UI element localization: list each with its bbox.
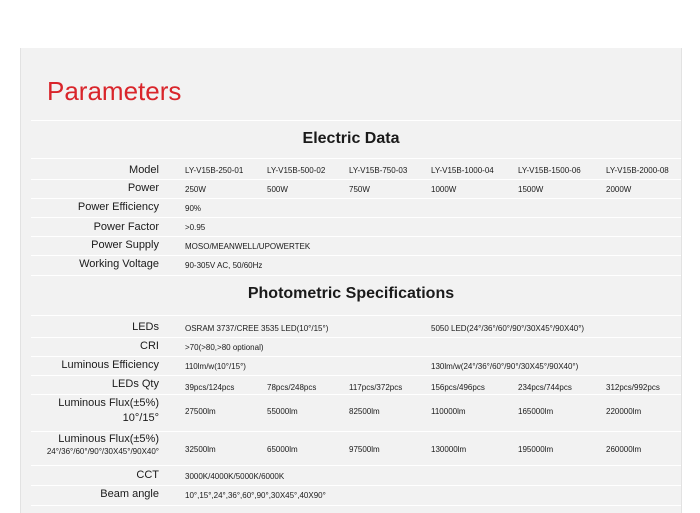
- luminous-flux-wide-label: [21, 433, 159, 456]
- power-factor-label: Power Factor: [93, 221, 159, 233]
- divider: [31, 337, 681, 338]
- model-value: LY-V15B-1000-04: [431, 166, 494, 175]
- luminous-flux-value: 55000lm: [267, 407, 298, 416]
- divider: [31, 356, 681, 357]
- divider: [31, 465, 681, 466]
- luminous-efficiency-label: Luminous Efficiency: [61, 359, 159, 371]
- page-title: Parameters: [47, 76, 182, 106]
- leds-qty-label: LEDs Qty: [111, 378, 159, 390]
- luminous-flux-value: 195000lm: [518, 445, 554, 454]
- luminous-efficiency-narrow: 110lm/w(10°/15°): [185, 362, 246, 371]
- divider: [31, 217, 681, 218]
- divider: [31, 315, 681, 316]
- model-value: LY-V15B-250-01: [185, 166, 244, 175]
- power-value: 500W: [267, 185, 288, 194]
- luminous-flux-value: 82500lm: [349, 407, 380, 416]
- model-value: LY-V15B-1500-06: [518, 166, 581, 175]
- photometric-heading: Photometric Specifications: [247, 285, 455, 302]
- beam-angle-value: 10°,15°,24°,36°,60°,90°,30X45°,40X90°: [185, 491, 326, 500]
- cct-value: 3000K/4000K/5000K/6000K: [185, 472, 285, 481]
- luminous-flux-value: 27500lm: [185, 407, 216, 416]
- parameters-panel: [20, 48, 682, 513]
- leds-value-narrow: OSRAM 3737/CREE 3535 LED(10°/15°): [185, 324, 329, 333]
- leds-qty-value: 312pcs/992pcs: [606, 383, 660, 392]
- model-value: LY-V15B-750-03: [349, 166, 408, 175]
- leds-value-wide: 5050 LED(24°/36°/60°/90°/30X45°/90X40°): [431, 324, 585, 333]
- divider: [31, 505, 681, 506]
- beam-angle-label: Beam angle: [100, 488, 159, 500]
- power-factor-value: >0.95: [185, 223, 206, 232]
- luminous-flux-label-line1: Luminous Flux(±5%): [58, 397, 159, 409]
- model-value: LY-V15B-500-02: [267, 166, 326, 175]
- luminous-flux-label-angles: 24°/36°/60°/90°/30X45°/90X40°: [46, 447, 159, 456]
- luminous-flux-narrow-label: [21, 397, 159, 424]
- cri-label: CRI: [140, 340, 159, 352]
- working-voltage-value: 90-305V AC, 50/60Hz: [185, 261, 263, 270]
- leds-qty-value: 78pcs/248pcs: [267, 383, 317, 392]
- power-value: 1000W: [431, 185, 457, 194]
- power-value: 2000W: [606, 185, 632, 194]
- power-efficiency-label: Power Efficiency: [77, 201, 159, 213]
- power-efficiency-value: 90%: [185, 204, 202, 213]
- luminous-flux-value: 97500lm: [349, 445, 380, 454]
- luminous-flux-label-angles: 10°/15°: [122, 412, 159, 424]
- divider: [31, 394, 681, 395]
- divider: [31, 179, 681, 180]
- divider: [31, 198, 681, 199]
- luminous-efficiency-wide: 130lm/w(24°/36°/60°/90°/30X45°/90X40°): [431, 362, 579, 371]
- leds-qty-value: 156pcs/496pcs: [431, 383, 485, 392]
- power-supply-value: MOSO/MEANWELL/UPOWERTEK: [185, 242, 311, 251]
- divider: [31, 120, 681, 121]
- divider: [31, 255, 681, 256]
- electric-data-heading: Electric Data: [302, 130, 400, 147]
- divider: [31, 275, 681, 276]
- leds-qty-value: 39pcs/124pcs: [185, 383, 235, 392]
- power-label: Power: [127, 182, 159, 194]
- power-value: 250W: [185, 185, 206, 194]
- leds-qty-value: 117pcs/372pcs: [349, 383, 403, 392]
- divider: [31, 236, 681, 237]
- cct-label: CCT: [136, 469, 159, 481]
- luminous-flux-value: 65000lm: [267, 445, 298, 454]
- model-label: Model: [129, 164, 159, 176]
- divider: [31, 431, 681, 432]
- luminous-flux-value: 32500lm: [185, 445, 216, 454]
- power-value: 750W: [349, 185, 370, 194]
- power-supply-label: Power Supply: [91, 239, 159, 251]
- working-voltage-label: Working Voltage: [79, 258, 159, 270]
- luminous-flux-value: 260000lm: [606, 445, 642, 454]
- model-value: LY-V15B-2000-08: [606, 166, 669, 175]
- luminous-flux-value: 220000lm: [606, 407, 642, 416]
- leds-qty-value: 234pcs/744pcs: [518, 383, 572, 392]
- luminous-flux-value: 165000lm: [518, 407, 554, 416]
- luminous-flux-label-line1: Luminous Flux(±5%): [58, 433, 159, 445]
- divider: [31, 375, 681, 376]
- divider: [31, 158, 681, 159]
- leds-label: LEDs: [132, 321, 159, 333]
- luminous-flux-value: 110000lm: [431, 407, 466, 416]
- luminous-flux-value: 130000lm: [431, 445, 467, 454]
- divider: [31, 485, 681, 486]
- cri-value: >70(>80,>80 optional): [185, 343, 264, 352]
- power-value: 1500W: [518, 185, 544, 194]
